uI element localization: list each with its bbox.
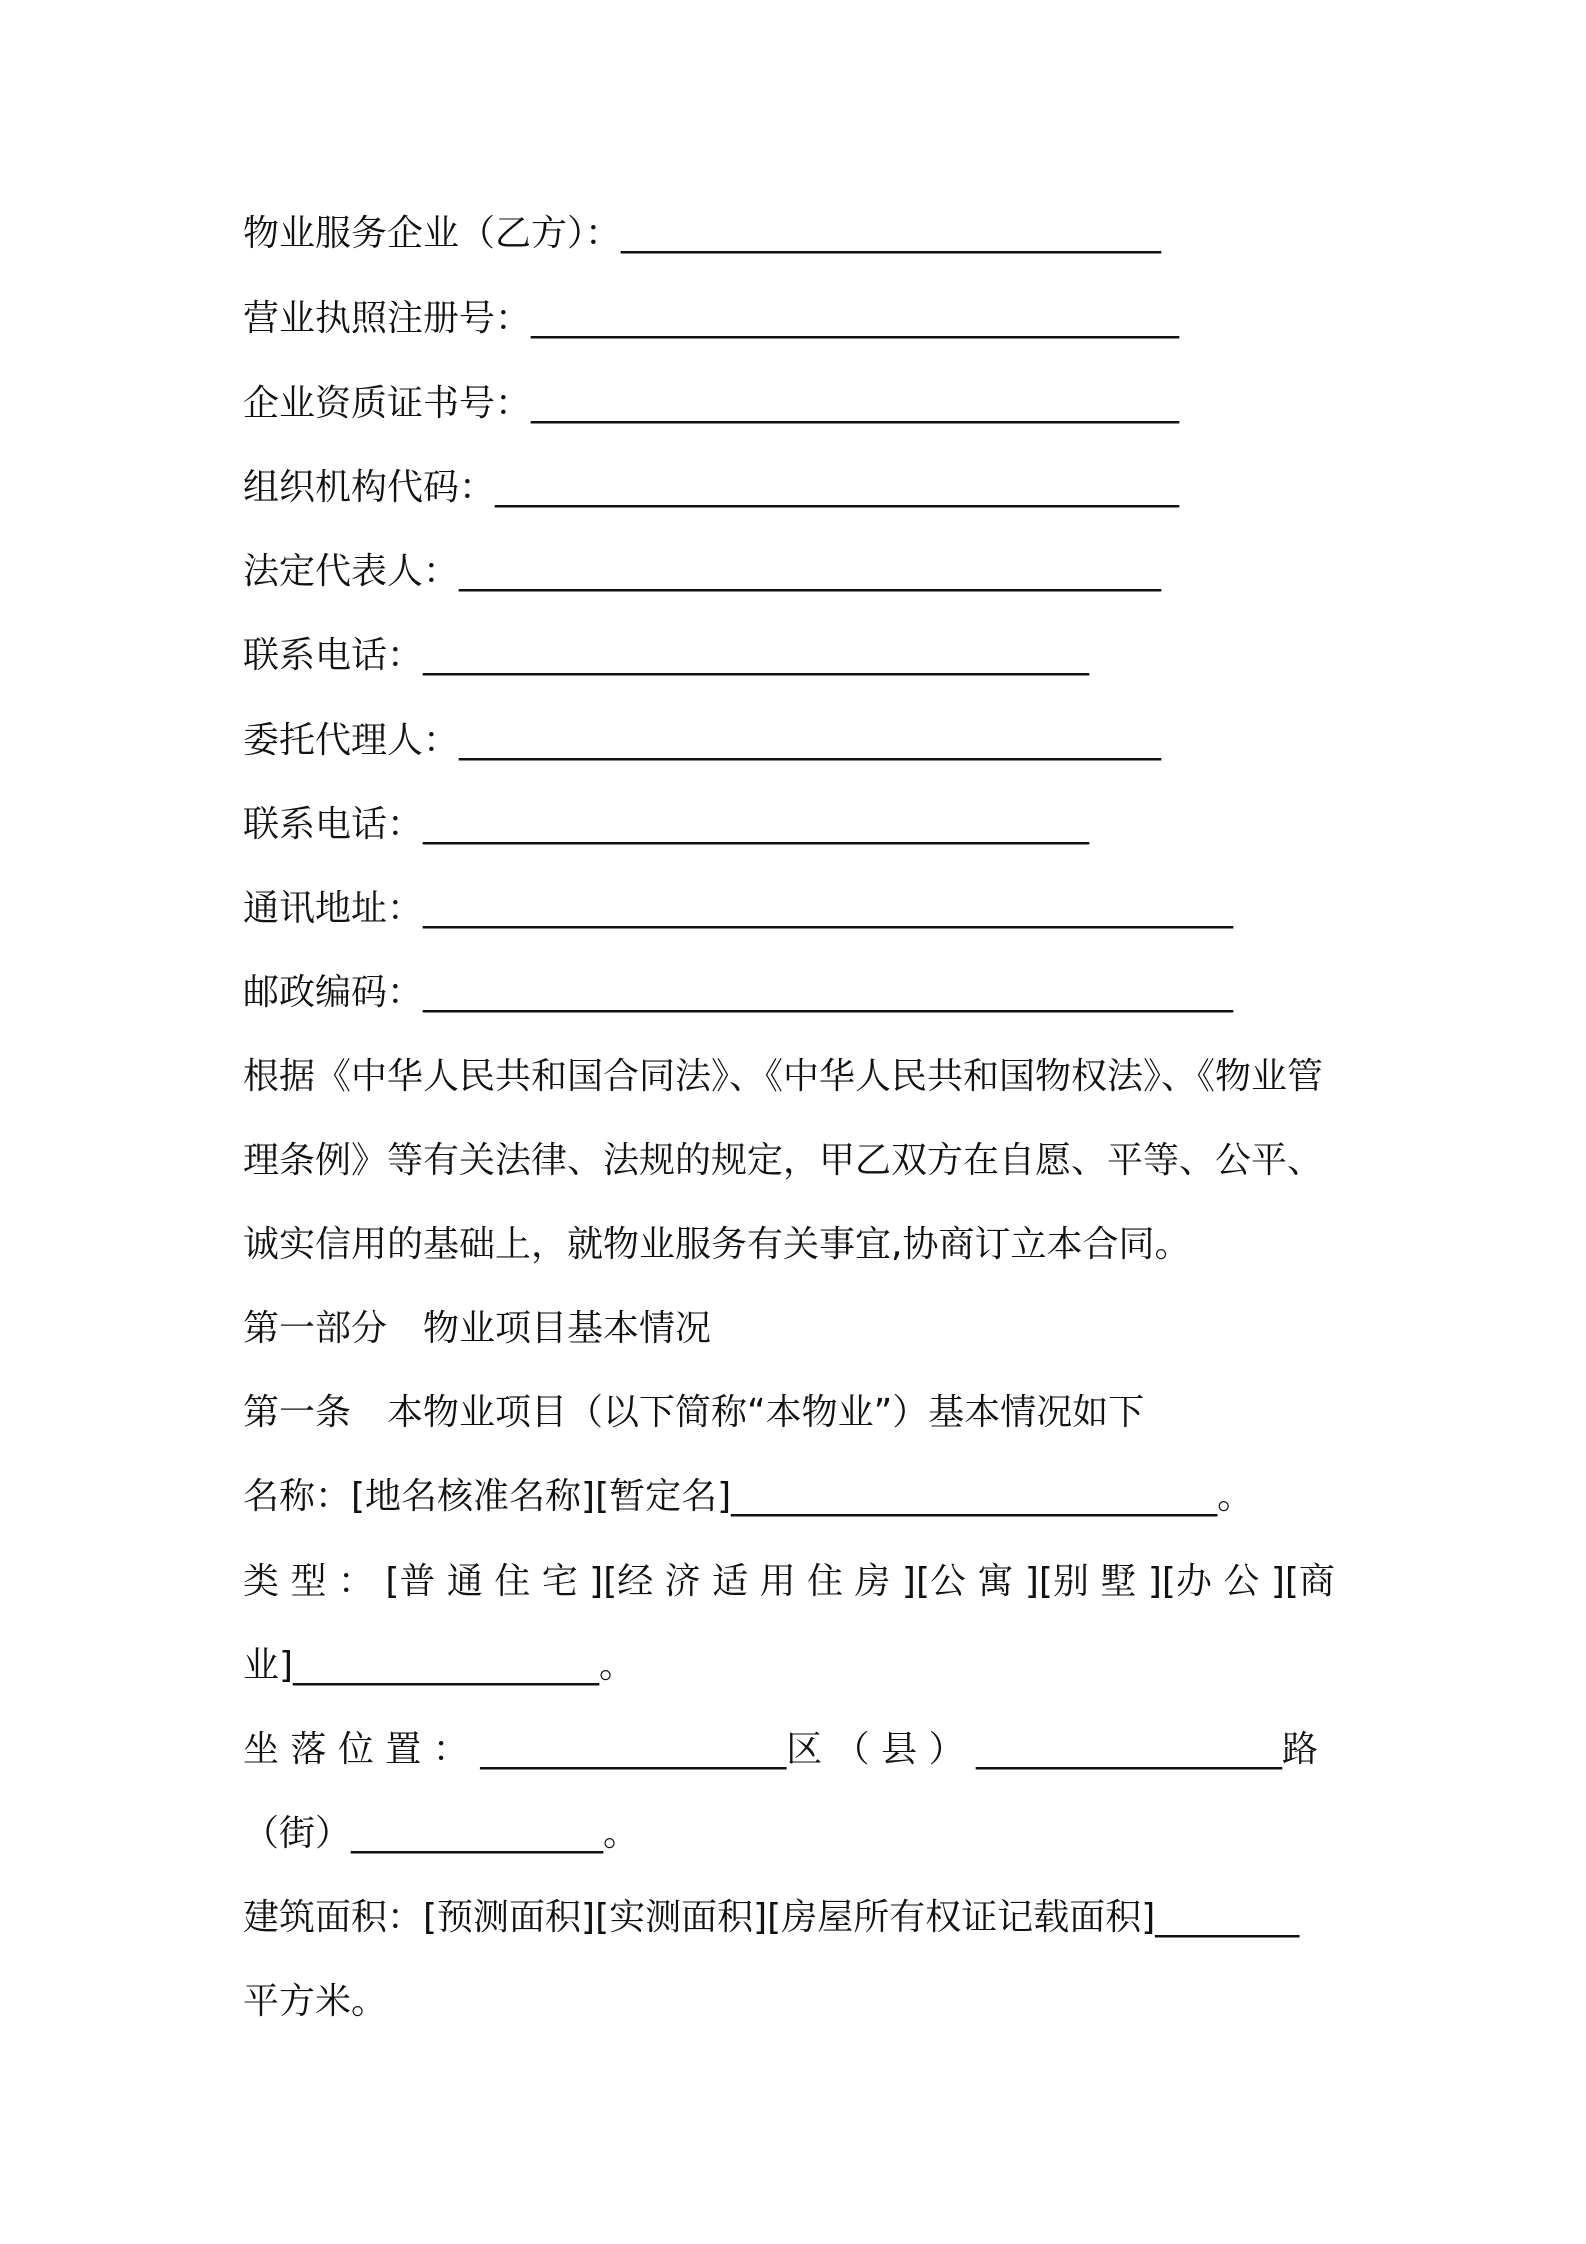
property-location-line-1: 坐 落 位 置 ： _________________区 （ 县 ） _________________路	[243, 1729, 1318, 1770]
property-type-line-1: 类 型 ： [普 通 住 宅 ][经 济 适 用 住 房 ][公 寓 ][别 墅 ][办 公 ][商	[243, 1561, 1335, 1602]
business-license-number: 营业执照注册号：____________________________________	[243, 298, 1180, 339]
preamble-line-3: 诚实信用的基础上，就物业服务有关事宜,协商订立本合同。	[243, 1224, 1191, 1265]
mailing-address: 通讯地址：_____________________________________________	[243, 888, 1234, 929]
party-b-company: 物业服务企业（乙方）：______________________________	[243, 213, 1162, 254]
preamble-line-2: 理条例》等有关法律、法规的规定，甲乙双方在自愿、平等、公平、	[243, 1140, 1324, 1181]
building-area-line-1: 建筑面积：[预测面积][实测面积][房屋所有权证记载面积]________	[243, 1897, 1300, 1938]
authorized-agent: 委托代理人：_______________________________________	[243, 720, 1162, 761]
property-type-line-2: 业]_________________。	[243, 1645, 636, 1686]
part-one-heading: 第一部分 物业项目基本情况	[243, 1308, 712, 1349]
property-name-line: 名称：[地名核准名称][暂定名]___________________________。	[243, 1476, 1254, 1517]
qualification-certificate-number: 企业资质证书号：____________________________________	[243, 383, 1180, 424]
property-location-line-2: （街）______________。	[243, 1813, 640, 1854]
legal-representative: 法定代表人：_______________________________________	[243, 551, 1162, 592]
contact-phone: 联系电话：_____________________________________	[243, 635, 1090, 676]
organization-code: 组织机构代码：______________________________________	[243, 467, 1180, 508]
postal-code: 邮政编码：_____________________________________________	[243, 972, 1234, 1013]
agent-contact-phone: 联系电话：_____________________________________	[243, 804, 1090, 845]
article-one: 第一条 本物业项目（以下简称“本物业”）基本情况如下	[243, 1392, 1145, 1433]
preamble-line-1: 根据《中华人民共和国合同法》、《中华人民共和国物权法》、《物业管	[243, 1056, 1324, 1097]
building-area-line-2: 平方米。	[243, 1981, 388, 2022]
